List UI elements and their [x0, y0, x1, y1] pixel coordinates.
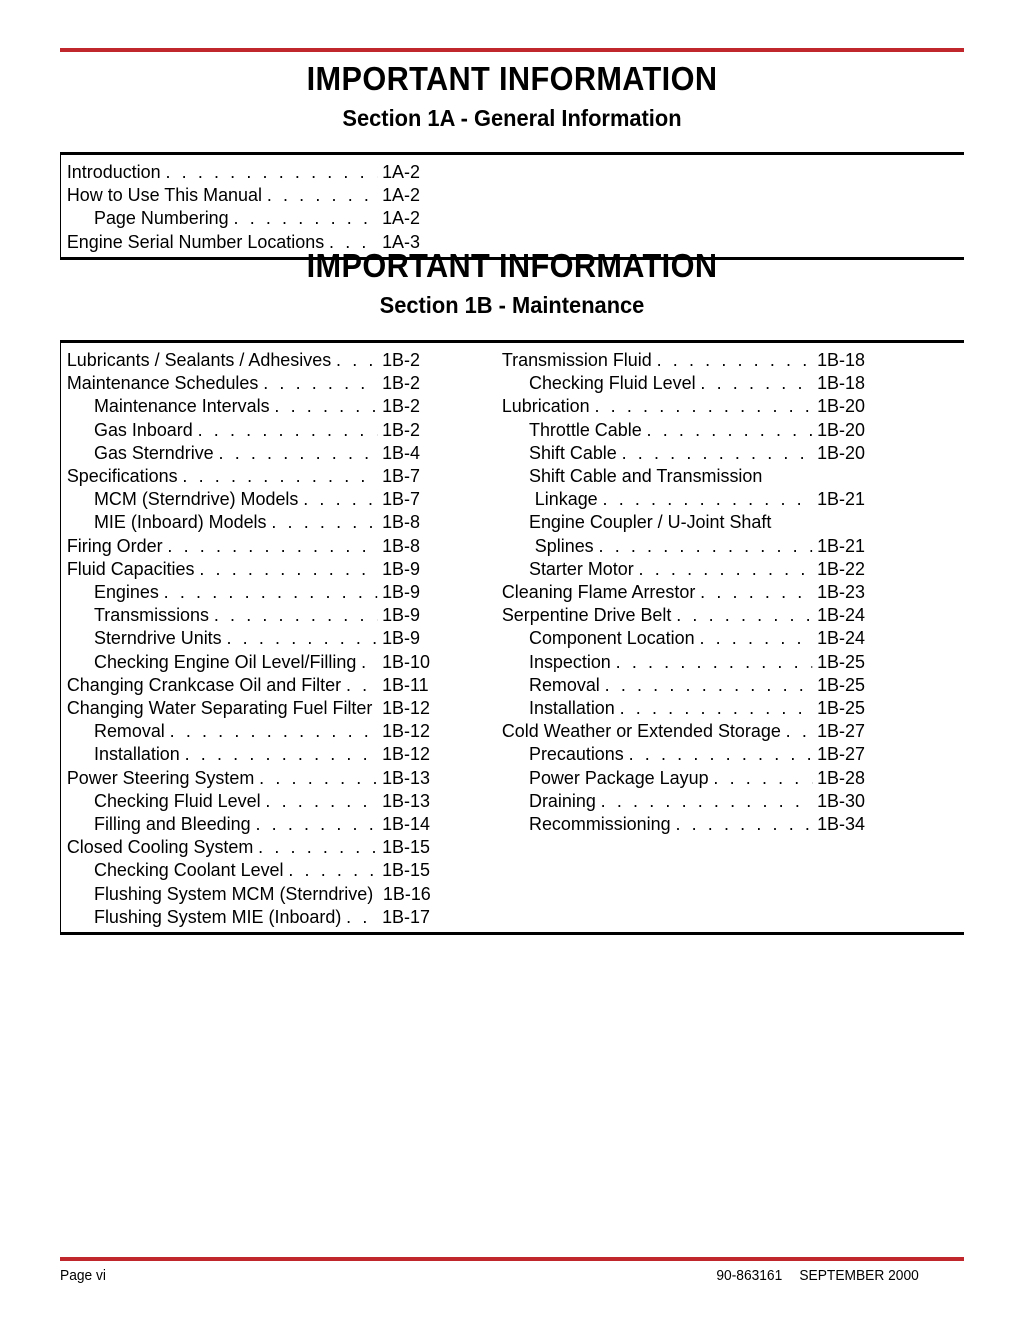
toc-entry-page-number: 1B-9 — [382, 604, 420, 626]
toc-entry[interactable] — [61, 835, 454, 858]
toc-entry[interactable] — [61, 766, 454, 789]
toc-entry-page-number: 1B-2 — [382, 395, 420, 417]
toc-entry[interactable] — [496, 603, 889, 626]
toc-entry-label: Gas Inboard — [93, 418, 193, 440]
toc-entry-page-number: 1B-2 — [382, 372, 420, 394]
toc-entry-page-number: 1A-2 — [382, 207, 420, 229]
toc-entry-page-number: 1A-2 — [382, 184, 420, 206]
toc-entry[interactable] — [61, 206, 454, 229]
toc-entry-leader-dots — [226, 626, 377, 649]
toc-column-1b-right — [496, 348, 901, 928]
toc-entry-label: Transmissions — [93, 604, 209, 626]
toc-entry[interactable] — [61, 858, 454, 881]
toc-entry-page-number: 1B-17 — [382, 905, 430, 927]
toc-entry-leader-dots — [336, 348, 377, 371]
toc-entry[interactable] — [61, 487, 454, 510]
section-1a-heading-block — [60, 62, 964, 131]
footer-meta — [716, 1268, 918, 1284]
toc-entry-page-number: 1B-8 — [382, 511, 420, 533]
toc-entry[interactable] — [496, 812, 889, 835]
toc-entry[interactable] — [496, 464, 889, 487]
toc-entry-page-number: 1B-12 — [382, 720, 430, 742]
toc-entry-page-number: 1B-18 — [817, 349, 865, 370]
toc-entry-label: Lubricants / Sealants / Adhesives — [66, 349, 332, 370]
toc-entry-label: Removal — [93, 720, 165, 742]
toc-entry-label: Draining — [528, 789, 596, 811]
toc-entry-label: Engine Coupler / U-Joint Shaft — [528, 511, 772, 533]
toc-entry-leader-dots — [271, 510, 377, 533]
footer-page-label: Page vi — [60, 1268, 106, 1284]
toc-entry-page-number: 1A-3 — [382, 230, 420, 252]
toc-entry-leader-dots — [629, 742, 813, 765]
toc-entry[interactable] — [61, 371, 454, 394]
toc-entry-label: Power Package Layup — [528, 766, 709, 788]
toc-entry[interactable] — [496, 719, 889, 742]
toc-entry[interactable] — [496, 557, 889, 580]
toc-entry-label: Linkage — [534, 488, 598, 510]
toc-entry-leader-dots — [346, 673, 377, 696]
toc-entry[interactable] — [496, 742, 889, 765]
toc-entry-label: Removal — [528, 673, 600, 695]
toc-entry-label: Checking Fluid Level — [528, 372, 696, 394]
toc-entry-label: Changing Water Separating Fuel Filter — [66, 697, 373, 719]
toc-entry-label: Fluid Capacities — [66, 557, 195, 579]
toc-entry-label: Precautions — [528, 743, 624, 765]
toc-column-1a-left — [61, 160, 466, 253]
toc-entry-leader-dots — [214, 603, 377, 626]
toc-entry-page-number: 1B-7 — [382, 465, 420, 487]
toc-entry-page-number: 1B-10 — [382, 650, 430, 672]
toc-entry-page-number: 1B-34 — [817, 813, 865, 835]
toc-entry[interactable] — [496, 348, 889, 371]
toc-entry-page-number: 1B-24 — [817, 627, 865, 649]
toc-entry-leader-dots — [219, 441, 378, 464]
toc-entry-leader-dots — [622, 441, 813, 464]
section-1a-title: IMPORTANT INFORMATION — [306, 60, 718, 97]
toc-entry-leader-dots — [361, 650, 377, 673]
toc-entry-label: Flushing System MCM (Sterndrive) — [93, 882, 374, 904]
toc-entry-label: Throttle Cable — [528, 418, 642, 440]
toc-entry-leader-dots — [647, 418, 813, 441]
toc-entry-label: Serpentine Drive Belt — [501, 604, 672, 626]
toc-entry-leader-dots — [265, 789, 377, 812]
toc-entry-label: Flushing System MIE (Inboard) — [93, 905, 342, 927]
toc-entry-leader-dots — [198, 418, 378, 441]
toc-entry-page-number: 1B-21 — [817, 534, 865, 556]
toc-entry[interactable] — [61, 441, 454, 464]
toc-column-1b-left — [61, 348, 466, 928]
toc-entry-leader-dots — [700, 371, 812, 394]
toc-entry-leader-dots — [182, 464, 377, 487]
toc-entry-page-number: 1B-30 — [817, 789, 865, 811]
toc-entry-page-number: 1B-2 — [382, 349, 420, 370]
toc-entry-leader-dots — [267, 183, 377, 206]
toc-entry[interactable] — [61, 882, 454, 905]
toc-entry-page-number: 1B-21 — [817, 488, 865, 510]
toc-entry-label: Recommissioning — [528, 813, 671, 835]
toc-entry[interactable] — [61, 626, 454, 649]
toc-columns-1b — [61, 348, 964, 928]
toc-box-section-1a — [60, 152, 964, 260]
toc-entry-page-number: 1B-15 — [382, 836, 430, 858]
toc-entry-label: Engines — [93, 581, 159, 603]
toc-entry[interactable] — [496, 487, 889, 510]
toc-box-section-1b — [60, 340, 964, 935]
toc-entry[interactable] — [496, 418, 889, 441]
toc-entry[interactable] — [61, 348, 454, 371]
toc-entry-leader-dots — [713, 766, 812, 789]
toc-entry[interactable] — [496, 626, 889, 649]
toc-entry-leader-dots — [258, 835, 377, 858]
toc-entry-leader-dots — [616, 650, 813, 673]
toc-entry[interactable] — [61, 510, 454, 533]
toc-entry-page-number: 1B-9 — [382, 557, 420, 579]
toc-entry[interactable] — [61, 673, 454, 696]
toc-entry-label: Starter Motor — [528, 557, 634, 579]
toc-entry-leader-dots — [288, 858, 377, 881]
toc-entry-label: Checking Coolant Level — [93, 859, 284, 881]
toc-entry-label: Installation — [528, 697, 615, 719]
toc-entry-page-number: 1B-13 — [382, 766, 430, 788]
toc-entry-label: Maintenance Intervals — [93, 395, 270, 417]
toc-entry[interactable] — [61, 160, 454, 183]
toc-entry-leader-dots — [601, 789, 813, 812]
toc-columns-1a — [61, 160, 964, 253]
toc-entry-page-number: 1B-15 — [382, 859, 430, 881]
toc-entry-leader-dots — [594, 394, 812, 417]
toc-entry-label: Firing Order — [66, 534, 163, 556]
toc-entry[interactable] — [61, 742, 454, 765]
toc-entry-page-number: 1B-4 — [382, 441, 420, 463]
toc-entry-page-number: 1B-11 — [382, 673, 429, 695]
toc-entry-label: Installation — [93, 743, 180, 765]
toc-entry-label: Power Steering System — [66, 766, 255, 788]
toc-entry-leader-dots — [605, 673, 813, 696]
header-red-rule — [60, 48, 964, 52]
toc-entry-page-number: 1B-12 — [382, 697, 430, 719]
toc-entry-page-number: 1B-9 — [382, 627, 420, 649]
toc-entry[interactable] — [61, 905, 454, 928]
toc-entry-leader-dots — [639, 557, 813, 580]
toc-entry-leader-dots — [167, 534, 377, 557]
toc-entry-leader-dots — [599, 534, 813, 557]
toc-entry-page-number: 1B-22 — [817, 557, 865, 579]
toc-entry-label: Shift Cable — [528, 441, 617, 463]
footer-date: SEPTEMBER 2000 — [799, 1268, 919, 1284]
section-1b-subtitle: Section 1B - Maintenance — [379, 291, 645, 318]
toc-entry-label: Filling and Bleeding — [93, 813, 251, 835]
toc-entry-page-number: 1B-25 — [817, 697, 865, 719]
toc-entry-label: Specifications — [66, 465, 178, 487]
toc-entry[interactable] — [61, 580, 454, 603]
toc-entry[interactable] — [496, 580, 889, 603]
toc-entry-leader-dots — [255, 812, 377, 835]
toc-entry-label: Component Location — [528, 627, 695, 649]
toc-entry[interactable] — [61, 394, 454, 417]
toc-entry-page-number: 1B-25 — [817, 673, 865, 695]
toc-entry-label: Lubrication — [501, 395, 590, 417]
toc-entry[interactable] — [496, 371, 889, 394]
toc-entry-leader-dots — [234, 206, 378, 229]
toc-entry-page-number: 1B-23 — [817, 581, 865, 603]
toc-entry-leader-dots — [259, 766, 377, 789]
toc-entry-page-number: 1B-20 — [817, 441, 865, 463]
toc-entry-label: Engine Serial Number Locations — [66, 230, 325, 252]
toc-entry-page-number: 1B-16 — [382, 882, 431, 904]
toc-entry-page-number: 1A-2 — [382, 161, 420, 182]
toc-entry[interactable] — [61, 603, 454, 626]
toc-entry-leader-dots — [786, 719, 813, 742]
section-1a-subtitle: Section 1A - General Information — [342, 104, 682, 131]
toc-entry-leader-dots — [675, 812, 812, 835]
toc-entry[interactable] — [61, 812, 454, 835]
toc-entry-label: Closed Cooling System — [66, 836, 254, 858]
toc-entry-label: Gas Sterndrive — [93, 441, 214, 463]
toc-entry-label: Inspection — [528, 650, 611, 672]
toc-entry-label: How to Use This Manual — [66, 184, 262, 206]
toc-entry-label: Introduction — [66, 161, 161, 182]
toc-entry-label: Splines — [534, 534, 594, 556]
toc-entry[interactable] — [61, 650, 454, 673]
toc-entry[interactable] — [496, 696, 889, 719]
toc-entry-page-number: 1B-9 — [382, 581, 420, 603]
toc-entry-label: Changing Crankcase Oil and Filter — [66, 673, 342, 695]
section-1b-title: IMPORTANT INFORMATION — [306, 247, 718, 284]
toc-entry-leader-dots — [620, 696, 813, 719]
toc-entry-label: Checking Fluid Level — [93, 789, 261, 811]
toc-entry[interactable] — [61, 719, 454, 742]
toc-entry[interactable] — [496, 510, 889, 533]
toc-entry-label: Cold Weather or Extended Storage — [501, 720, 781, 742]
footer-red-rule — [60, 1257, 964, 1261]
toc-entry-leader-dots — [676, 603, 812, 626]
toc-entry[interactable] — [61, 183, 454, 206]
toc-entry-label: Shift Cable and Transmission — [528, 465, 763, 487]
toc-entry-leader-dots — [303, 487, 377, 510]
toc-entry-leader-dots — [699, 626, 812, 649]
footer-document-number: 90-863161 — [716, 1268, 783, 1284]
toc-entry-label: MCM (Sterndrive) Models — [93, 488, 299, 510]
toc-entry-label: Cleaning Flame Arrestor — [501, 581, 696, 603]
toc-entry-leader-dots — [263, 371, 377, 394]
toc-entry[interactable] — [61, 464, 454, 487]
toc-entry-page-number: 1B-14 — [382, 813, 430, 835]
toc-entry-leader-dots — [657, 348, 813, 371]
toc-entry-leader-dots — [199, 557, 377, 580]
toc-entry[interactable] — [61, 534, 454, 557]
toc-entry[interactable] — [61, 557, 454, 580]
toc-entry-page-number: 1B-27 — [817, 743, 865, 765]
toc-entry-leader-dots — [274, 394, 377, 417]
toc-entry[interactable] — [496, 441, 889, 464]
toc-entry-label: Transmission Fluid — [501, 349, 652, 370]
page-footer — [60, 1268, 919, 1284]
toc-entry-label: Sterndrive Units — [93, 627, 222, 649]
toc-entry[interactable] — [61, 418, 454, 441]
toc-entry-page-number: 1B-27 — [817, 720, 865, 742]
toc-entry-leader-dots — [165, 160, 377, 183]
toc-entry-leader-dots — [185, 742, 378, 765]
toc-entry-page-number: 1B-8 — [382, 534, 420, 556]
toc-entry[interactable] — [496, 650, 889, 673]
toc-entry-page-number: 1B-12 — [382, 743, 430, 765]
toc-entry-page-number: 1B-20 — [817, 395, 865, 417]
toc-entry[interactable] — [496, 673, 889, 696]
toc-entry[interactable] — [496, 789, 889, 812]
toc-entry[interactable] — [496, 766, 889, 789]
toc-entry-label: Checking Engine Oil Level/Filling — [93, 650, 357, 672]
toc-entry-page-number: 1B-2 — [382, 418, 420, 440]
toc-entry-label: MIE (Inboard) Models — [93, 511, 267, 533]
toc-entry-label: Maintenance Schedules — [66, 372, 259, 394]
section-1b-heading-block — [60, 249, 964, 318]
toc-entry-page-number: 1B-13 — [382, 789, 430, 811]
toc-entry[interactable] — [61, 696, 454, 719]
toc-entry[interactable] — [61, 789, 454, 812]
toc-entry-page-number: 1B-24 — [817, 604, 865, 626]
toc-entry-label: Page Numbering — [93, 207, 229, 229]
toc-entry-page-number: 1B-20 — [817, 418, 865, 440]
toc-entry-leader-dots — [603, 487, 813, 510]
toc-entry-leader-dots — [700, 580, 812, 603]
toc-entry-leader-dots — [170, 719, 378, 742]
toc-entry-page-number: 1B-18 — [817, 372, 865, 394]
toc-entry[interactable] — [496, 534, 889, 557]
toc-entry-page-number: 1B-28 — [817, 766, 865, 788]
toc-entry-leader-dots — [346, 905, 377, 928]
toc-entry-leader-dots — [164, 580, 378, 603]
toc-entry-page-number: 1B-7 — [382, 488, 420, 510]
toc-entry[interactable] — [496, 394, 889, 417]
toc-entry-page-number: 1B-25 — [817, 650, 865, 672]
toc-column-1a-right-empty — [496, 160, 901, 253]
